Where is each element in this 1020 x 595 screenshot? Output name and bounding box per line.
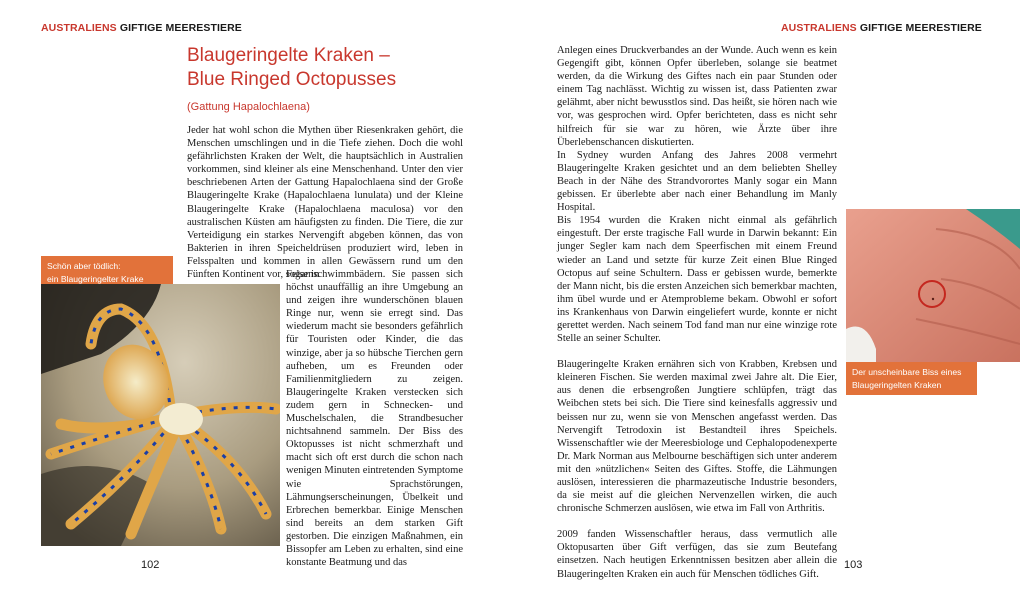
- caption-line-2: ein Blaugeringelter Krake: [47, 274, 144, 284]
- paragraph: In Sydney wurden Anfang des Jahres 2008 vermehrt Blaugeringelte Kraken gesichtet und an dem beliebten Shelley Beach in der Nähe des Strandvorortes Manly sogar ein Mann gebissen. Er überlebte aber nach einer Behandlung im Manly Hospital.: [557, 149, 837, 214]
- running-head-accent: AUSTRALIENS: [41, 22, 117, 34]
- running-head-rest-right: GIFTIGE MEERESTIERE: [859, 22, 982, 34]
- caption-right-line-2: Blaugeringelten Kraken: [852, 380, 942, 390]
- title-line-2: Blue Ringed Octopusses: [187, 69, 397, 90]
- body-text-right: [557, 44, 837, 594]
- running-head-right: [781, 22, 982, 34]
- article-subtitle: (Gattung Hapalochlaena): [187, 101, 310, 113]
- photo-caption: [41, 256, 173, 285]
- caption-line-1: Schön aber tödlich:: [47, 261, 121, 271]
- caption-right-line-1: Der unscheinbare Biss eines: [852, 367, 962, 377]
- photo-caption-right: [846, 362, 977, 395]
- running-head-accent-right: AUSTRALIENS: [781, 22, 857, 34]
- paragraph: Bis 1954 wurden die Kraken nicht einmal als gefährlich eingestuft. Der erste tragische Fall wurde in Darwin bekannt: Ein junger Segler kam nach dem Speerfischen mit einem Freund wieder an Land und setzte für kurze Zeit einen Blue Ringed Octopus auf seine Schultern. Dass er gebissen wurde, bemerkte der Mann nicht, bis die ersten Anzeichen sich bemerkbar machten, ihm übel wurde und er Atemprobleme bekam. Obwohl er sofort ins Krankenhaus von Darwin eingeliefert wurde, konnte er nicht gerettet werden. Nach seinem Tod fand man nur eine winzige rote Stelle an seiner Schulter.: [557, 215, 837, 345]
- hand-illustration: [846, 209, 1020, 362]
- paragraph: Blaugeringelte Kraken ernähren sich von Krabben, Krebsen und kleineren Fischen. Sie werden maximal zwei Jahre alt. Die Eier, aus denen die erbsengroßen Jungtiere schlüpfen, trägt das Weibchen stets bei sich. Die Tiere sind keinesfalls aggressiv und beissen nur zu, wenn sie von Menschen angefasst werden. Das Nervengift Tetrodoxin ist Bestandteil ihres Speichels. Wissenschaftler wie der Meeresbiologe und Cephalopodenexperte Dr. Mark Norman aus Melbourne beschäftigen sich unter anderem mit den »nützlichen« Seiten des Giftes. Stoffe, die Lähmungen auslösen, interessieren die pharmazeutische Industrie besonders, da sie meist auf die gleichen Nervenzellen wirken, die auch chronische Schmerzen auslösen, wie etwa im Fall von Arthritis.: [557, 359, 837, 515]
- body-text-intro: Jeder hat wohl schon die Mythen über Riesenkraken gehört, die Menschen umschlingen und in die Tiefe ziehen. Doch die wohl gefährlichsten Kraken der Welt, die hauptsächlich in Australien vorkommen, sind kleiner als eine Menschenhand. Unter den vier beschriebenen Arten der Gattung Hapalochlaena sind der Große Blaugeringelte Krake (Hapalochlaena lunulata) und der Kleine Blaugeringelte Krake (Hapalochlaena maculosa) vor den australischen Küsten am häufigsten zu finden. Die Tiere, die zur Verteidigung ein starkes Nervengift abgeben können, das von Bakterien in ihren Speicheldrüsen produziert wird, leben in Felsspalten und kommen in allen Gewässern rund um den Fünften Kontinent vor, sogar in: [187, 125, 463, 281]
- paragraph: 2009 fanden Wissenschaftler heraus, dass vermutlich alle Oktopusarten über Gift verfügen, das sie zum Beutefang einsetzen. Nach heutigen Erkenntnissen besitzen aber allein die Blaugeringelten Kraken ein auch für Menschen tödliches Gift.: [557, 529, 837, 580]
- octopus-photo: [41, 284, 280, 546]
- paragraph: Anlegen eines Druckverbandes an der Wunde. Auch wenn es kein Gegengift gibt, können Opfer überleben, solange sie beatmet werden, da die Wirkung des Giftes nach ein paar Stunden oder einem Tag nachlässt. Wichtig zu wissen ist, dass Patienten zwar gelähmt, aber nicht bewusstlos sind. Das heißt, sie hören nach wie vor, was gesprochen wird. Opfer berichteten, dass es nicht sehr hilfreich für sie war zu hören, wie Ärzte über ihre Überlebenschancen diskutierten.: [557, 45, 837, 148]
- title-line-1: Blaugeringelte Kraken –: [187, 45, 390, 66]
- page-number-left: 102: [141, 559, 160, 571]
- page-number-right: 103: [844, 559, 863, 571]
- running-head: [41, 22, 242, 34]
- body-text-wrap: Felsenschwimmbädern. Sie passen sich höchst unauffällig an ihre Umgebung an und zeigen ihre wunderschönen blauen Ringe nur, wenn sie erregt sind. Das wiederum macht sie besonders gefährlich für Touristen oder Kinder, die das winzige, aber ja so hübsche Tierchen gern aufheben, um es Freunden oder Familienmitgliedern zu zeigen. Blaugeringelte Kraken verstecken sich zudem gern in Schnecken- und Muschelschalen, die Strandbesucher nichtsahnend sammeln. Der Biss des Oktopusses ist nicht schmerzhaft und macht sich oft erst durch die schon nach wenigen Minuten eintretenden Symptome wie Sprachstörungen, Lähmungserscheinungen, Übelkeit und Erbrechen bemerkbar. Einige Menschen sind bereits an dem starken Gift gestorben. Die einzigen Maßnahmen, ein Bissopfer am Leben zu erhalten, sind eine konstante Beatmung und das: [286, 269, 463, 569]
- running-head-rest: GIFTIGE MEERESTIERE: [119, 22, 242, 34]
- article-title: [187, 44, 396, 92]
- octopus-illustration: [41, 284, 280, 546]
- right-page: [510, 0, 1020, 595]
- bite-photo: [846, 209, 1020, 362]
